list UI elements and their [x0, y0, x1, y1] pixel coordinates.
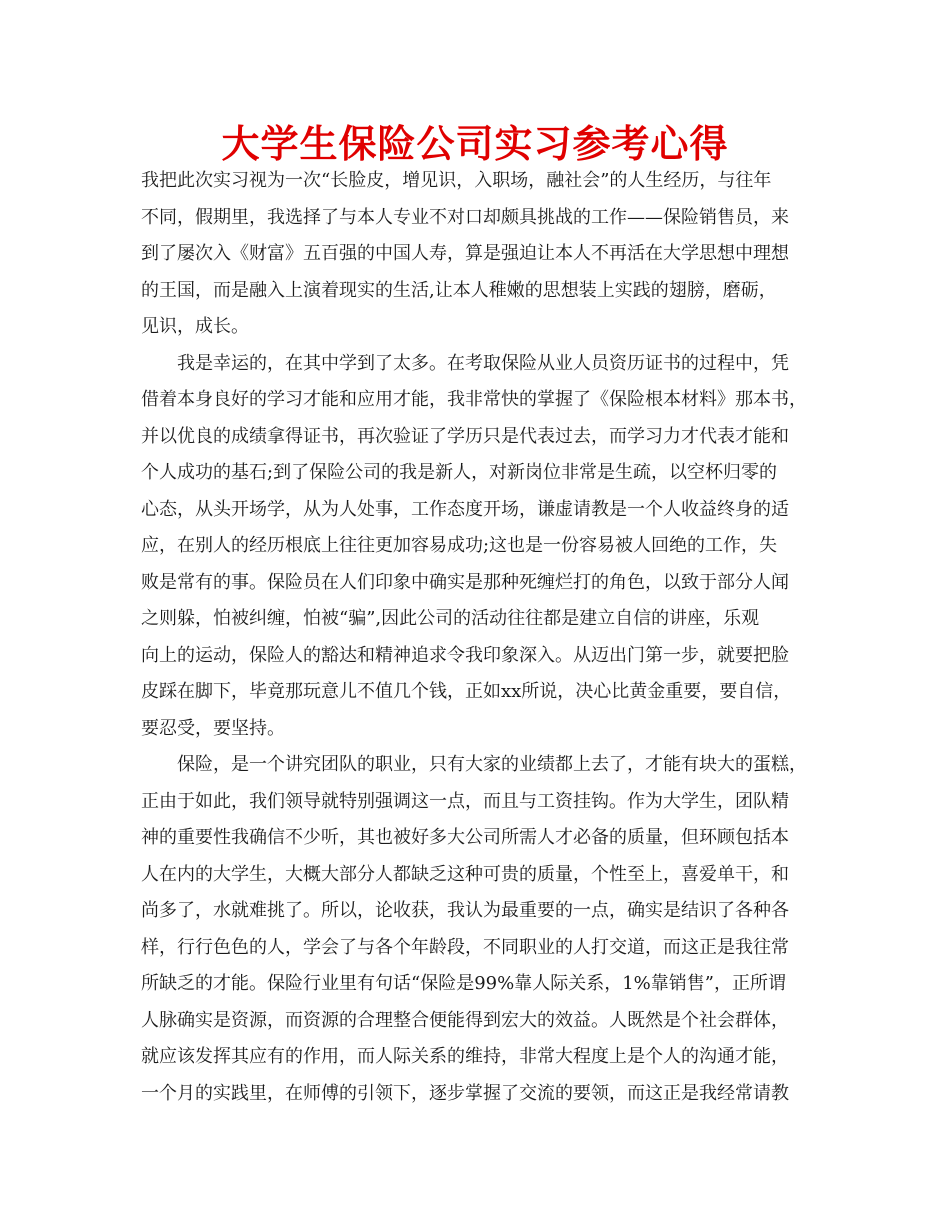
paragraph-3-line: 尚多了，水就难挑了。所以，论收获，我认为最重要的一点，确实是结识了各种各: [141, 900, 789, 921]
paragraph-1-line: 到了屡次入《财富》五百强的中国人寿，算是强迫让本人不再活在大学思想中理想: [141, 243, 789, 264]
paragraph-1-line: 我把此次实习视为一次“长脸皮，增见识，入职场，融社会”的人生经历，与往年: [141, 170, 772, 191]
paragraph-2-line: 要忍受，要坚持。: [141, 717, 285, 739]
paragraph-2-line: 并以优良的成绩拿得证书，再次验证了学历只是代表过去，而学习力才代表才能和: [141, 425, 789, 447]
paragraph-3-line: 所缺乏的才能。保险行业里有句话“保险是99%靠人际关系，1%靠销售”，正所谓: [141, 973, 786, 994]
paragraph-3-line: 一个月的实践里，在师傅的引领下，逐步掌握了交流的要领，而这正是我经常请教: [141, 1082, 789, 1104]
document-body: [141, 163, 821, 1112]
paragraph-2-line: 我是幸运的，在其中学到了太多。在考取保险从业人员资历证书的过程中，凭: [177, 352, 789, 374]
paragraph-3-line: 人脉确实是资源，而资源的合理整合便能得到宏大的效益。人既然是个社会群体，: [141, 1009, 789, 1031]
paragraph-2-line: 借着本身良好的学习才能和应用才能，我非常快的掌握了《保险根本材料》那本书，: [141, 389, 807, 410]
paragraph-3-line: 就应该发挥其应有的作用，而人际关系的维持，非常大程度上是个人的沟通才能，: [141, 1046, 789, 1067]
paragraph-3-line: 保险，是一个讲究团队的职业，只有大家的业绩都上去了，才能有块大的蛋糕，: [177, 754, 807, 775]
paragraph-1-line: 的王国，而是融入上演着现实的生活,让本人稚嫩的思想装上实践的翅膀，磨砺，: [141, 279, 777, 301]
paragraph-2-line: 应，在别人的经历根底上往往更加容易成功;这也是一份容易被人回绝的工作，失: [141, 535, 778, 556]
paragraph-3-line: 样，行行色色的人，学会了与各个年龄段，不同职业的人打交道，而这正是我往常: [141, 936, 789, 958]
paragraph-2-line: 个人成功的基石;到了保险公司的我是新人，对新岗位非常是生疏，以空杯归零的: [141, 462, 778, 483]
paragraph-2-line: 向上的运动，保险人的豁达和精神追求令我印象深入。从迈出门第一步，就要把脸: [141, 644, 789, 666]
paragraph-3-line: 正由于如此，我们领导就特别强调这一点，而且与工资挂钩。作为大学生，团队精: [141, 790, 789, 812]
paragraph-2-line: 皮踩在脚下，毕竟那玩意儿不值几个钱，正如xx所说，决心比黄金重要，要自信，: [141, 681, 792, 702]
paragraph-2-line: 心态，从头开场学，从为人处事，工作态度开场，谦虚请教是一个人收益终身的适: [141, 498, 789, 520]
paragraph-2-line: 败是常有的事。保险员在人们印象中确实是那种死缠烂打的角色，以致于部分人闻: [141, 571, 789, 593]
paragraph-3-line: 人在内的大学生，大概大部分人都缺乏这种可贵的质量，个性至上，喜爱单干，和: [141, 863, 789, 885]
paragraph-3-line: 神的重要性我确信不少听，其也被好多大公司所需人才必备的质量，但环顾包括本: [141, 827, 789, 848]
paragraph-1-line: 不同，假期里，我选择了与本人专业不对口却颇具挑战的工作——保险销售员，来: [141, 206, 789, 228]
document-title: 大学生保险公司实习参考心得: [221, 122, 729, 166]
paragraph-1-line: 见识，成长。: [141, 316, 249, 337]
paragraph-2-line: 之则躲，怕被纠缠，怕被“骗”,因此公司的活动往往都是建立自信的讲座，乐观: [141, 608, 760, 629]
